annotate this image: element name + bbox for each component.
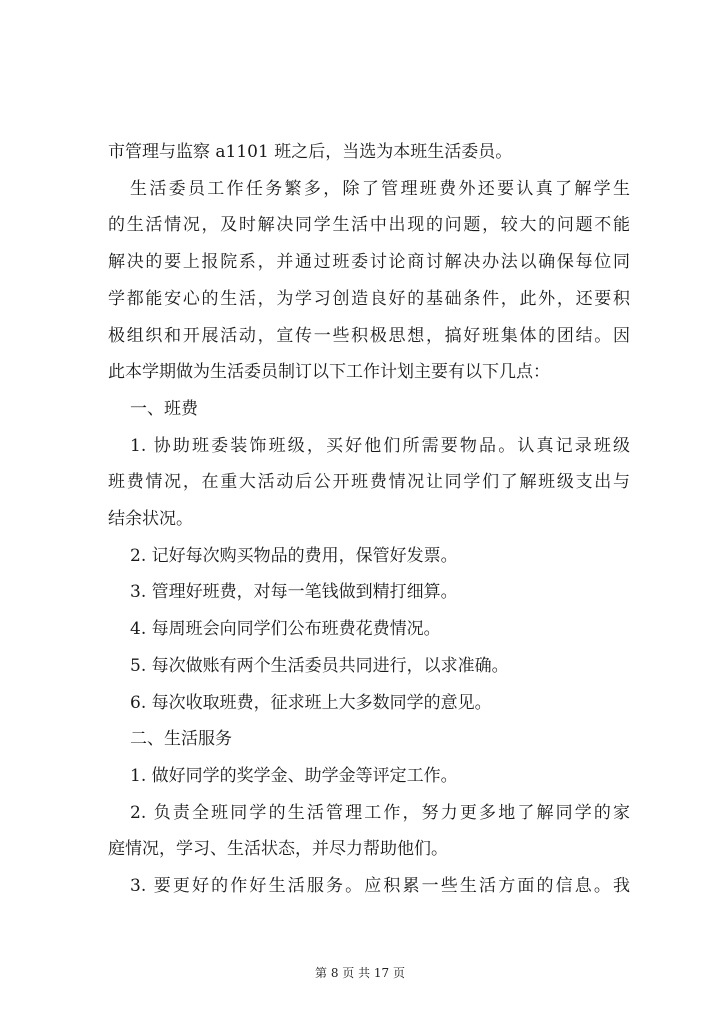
text-line: 1. 做好同学的奖学金、助学金等评定工作。 [130,765,458,786]
text-line: 2. 负责全班同学的生活管理工作，努力更多地了解同学的家 [130,802,630,823]
text-line: 的生活情况，及时解决同学生活中出现的问题，较大的问题不能 [108,215,630,236]
text-line: 此本学期做为生活委员制订以下工作计划主要有以下几点： [108,362,550,383]
text-line: 结余状况。 [108,509,193,529]
text-line: 5. 每次做账有两个生活委员共同进行，以求准确。 [130,655,509,676]
page-footer: 第 8 页 共 17 页 [315,966,405,980]
text-line: 6. 每次收取班费，征求班上大多数同学的意见。 [130,692,492,713]
text-line: 班费情况，在重大活动后公开班费情况让同学们了解班级支出与 [108,472,630,493]
text-line: 二、生活服务 [130,729,232,750]
text-line: 2. 记好每次购买物品的费用，保管好发票。 [130,545,458,566]
text-line: 生活委员工作任务繁多，除了管理班费外还要认真了解学生 [130,178,630,199]
text-line: 4. 每周班会向同学们公布班费花费情况。 [130,619,441,640]
text-line: 1. 协助班委装饰班级，买好他们所需要物品。认真记录班级 [130,435,630,456]
text-line: 一、班费 [130,398,198,419]
text-line: 庭情况，学习、生活状态，并尽力帮助他们。 [108,839,448,860]
text-line: 3. 要更好的作好生活服务。应积累一些生活方面的信息。我 [130,876,630,896]
text-line: 解决的要上报院系，并通过班委讨论商讨解决办法以确保每位同 [108,252,630,273]
text-line: 极组织和开展活动，宣传一些积极思想，搞好班集体的团结。因 [108,325,630,346]
text-line: 市管理与监察 a1101 班之后，当选为本班生活委员。 [108,142,513,162]
text-line: 学都能安心的生活，为学习创造良好的基础条件，此外，还要积 [108,288,630,309]
text-line: 3. 管理好班费，对每一笔钱做到精打细算。 [130,582,458,603]
